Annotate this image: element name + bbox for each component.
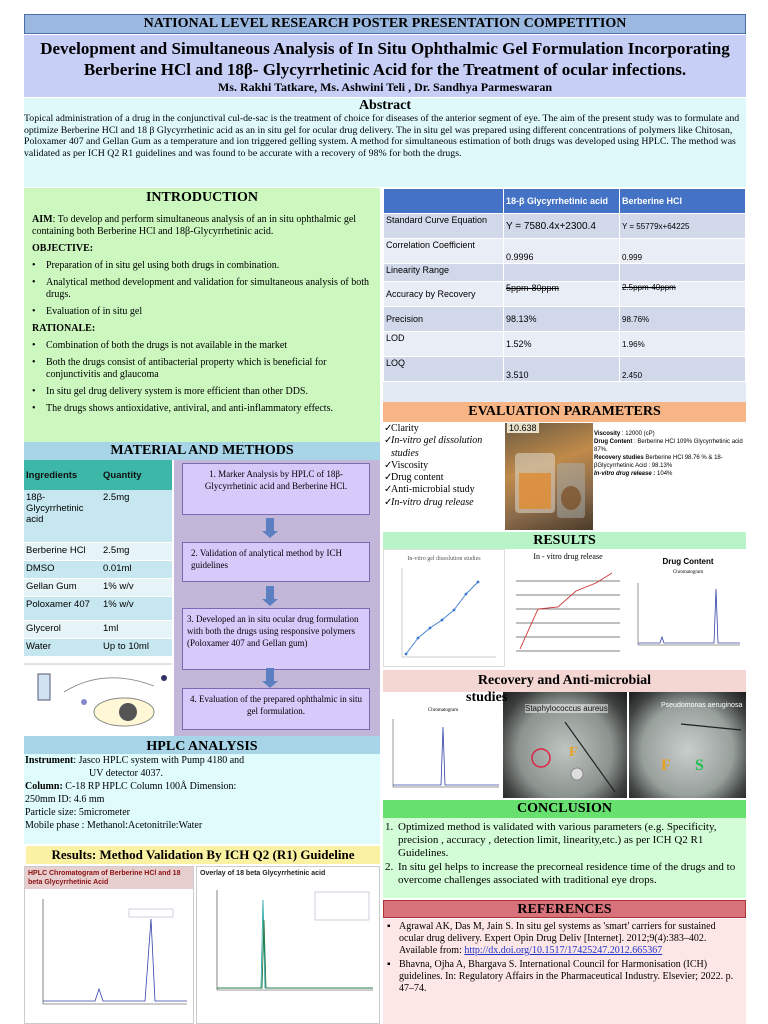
table-row xyxy=(384,307,746,332)
table-cell: 3.510 xyxy=(504,357,620,382)
list-item: • Combination of both the drugs is not available in the market xyxy=(32,340,372,352)
table-row xyxy=(384,239,746,264)
list-item: ✓ Drug content xyxy=(384,472,444,484)
table-cell: 5ppm-80ppm xyxy=(504,282,620,307)
drug-content-label: Drug Content xyxy=(594,439,633,445)
list-item: 2. In situ gel helps to increase the precorneal residence time of the drugs and to overcome challenges associated with traditional eye drops. xyxy=(385,861,736,886)
plate-1-illustration xyxy=(503,692,627,798)
reference-text: Bhavna, Ojha A, Bhargava S. International Council for Harmonisation (ICH) guidelines. In: Regulatory Affairs in the Pharmaceutical Industry. Elsevier; 2022. p. 47–74. xyxy=(399,959,734,994)
instrument-value-2: UV detector 4037. xyxy=(89,768,163,779)
competition-banner: NATIONAL LEVEL RESEARCH POSTER PRESENTATION COMPETITION xyxy=(24,14,746,34)
table-cell xyxy=(504,264,620,282)
table-row xyxy=(384,332,746,357)
drug-content-value: : Berberine HCl 109% Glycyrrhetinic acid 87%. xyxy=(594,439,743,453)
table-cell: DMSO xyxy=(24,560,101,578)
rationale-label: RATIONALE xyxy=(32,323,92,334)
viscosity-label: Viscosity xyxy=(594,431,621,437)
gelation-illustration xyxy=(24,662,172,736)
table-cell: 18β-Glycyrrhetinic acid xyxy=(24,490,101,542)
checkmark-icon: ✓ xyxy=(384,459,393,471)
plate-label: Staphylococcus aureus xyxy=(525,704,608,713)
mobile-phase: Mobile phase : Methanol:Acetonitrile:Water xyxy=(25,820,203,831)
dissolution-chart xyxy=(383,549,505,667)
list-item: • In situ gel drug delivery system is more efficient than other DDS. xyxy=(32,386,372,398)
table-row xyxy=(24,560,172,578)
column-value: C-18 RP HPLC Column 100Å Dimension: xyxy=(62,781,237,792)
list-item: ✓ Clarity xyxy=(384,423,419,434)
recovery-heading xyxy=(383,670,746,692)
flow-step-2: 2. Validation of analytical method by ICH guidelines xyxy=(182,542,370,582)
table-row xyxy=(24,490,172,542)
gel-sample-photo xyxy=(505,423,593,530)
table-cell: 98.76% xyxy=(620,307,746,332)
table-row xyxy=(24,542,172,560)
table-cell: 0.9996 xyxy=(504,239,620,264)
chart-title: HPLC Chromatogram of Berberine HCl and 18 beta Glycyrrhetinic Acid xyxy=(25,867,193,889)
reference-item xyxy=(387,921,742,957)
evaluation-summary xyxy=(594,430,746,500)
table-row xyxy=(384,282,746,307)
table-cell: 2.5ppm-40ppm xyxy=(620,282,746,307)
flow-step-4: 4. Evaluation of the prepared ophthalmic in situ gel formulation. xyxy=(182,688,370,730)
down-arrow-icon xyxy=(266,668,274,682)
table-cell: Correlation Coefficient xyxy=(384,239,504,264)
table-row xyxy=(24,578,172,596)
gelation-diagram xyxy=(24,662,172,736)
table-cell: 1% w/v xyxy=(101,578,172,596)
overlay-plot xyxy=(197,880,379,1020)
checkmark-icon: ✓ xyxy=(384,496,393,508)
title-block xyxy=(24,35,746,97)
list-item: • Both the drugs consist of antibacterial property which is beneficial for conjunctivitis and glaucoma xyxy=(32,357,372,381)
column-dimension: 250mm ID: 4.6 mm xyxy=(25,794,105,805)
checkmark-icon: ✓ xyxy=(384,472,393,484)
table-cell: 1% w/v xyxy=(101,596,172,620)
plate-label: Pseudomonas aeruginosa xyxy=(661,702,743,709)
overlay-chromatogram-chart xyxy=(196,866,380,1024)
abstract-heading: Abstract xyxy=(358,98,412,113)
table-cell: Linearity Range xyxy=(384,264,504,282)
checkmark-icon: ✓ xyxy=(384,484,393,496)
rationale-list xyxy=(32,340,372,415)
table-cell: Water xyxy=(24,638,101,656)
table-cell: 2.450 xyxy=(620,357,746,382)
svg-text:F: F xyxy=(569,745,578,760)
down-arrow-icon xyxy=(266,586,274,600)
table-cell: 2.5mg xyxy=(101,490,172,542)
table-cell: Accuracy by Recovery xyxy=(384,282,504,307)
aim-paragraph xyxy=(32,214,372,238)
viscosity-value: : 12000 (cP) xyxy=(621,431,655,437)
references-section xyxy=(383,919,746,1024)
chart-subtitle: Chromatogram xyxy=(672,570,704,575)
checkmark-icon: ✓ xyxy=(384,423,393,434)
ingredients-header: Ingredients xyxy=(24,460,101,490)
table-cell: 1ml xyxy=(101,620,172,638)
list-item: ✓ In-vitro gel dissolution studies xyxy=(384,435,483,459)
objective-paragraph: OBJECTIVE: xyxy=(32,243,94,254)
hplc-section xyxy=(24,754,380,844)
list-item: 1. Optimized method is validated with various parameters (e.g. Specificity, precision , accuracy , detection limit, linearity,etc.) as per ICH Q2 R1 Guidelines. xyxy=(385,821,717,859)
f-marker: F xyxy=(661,757,671,774)
rationale-paragraph: RATIONALE: xyxy=(32,323,96,334)
beaker-illustration xyxy=(505,423,593,530)
chromatogram-plot xyxy=(25,889,193,1023)
aim-label: AIM xyxy=(32,214,53,225)
list-item: • The drugs shows antioxidative, antiviral, and anti-inflammatory effects. xyxy=(32,403,372,415)
method-validation-heading: Results: Method Validation By ICH Q2 (R1) Guideline xyxy=(26,846,380,864)
flow-step-1: 1. Marker Analysis by HPLC of 18β-Glycyrrhetinic acid and Berberine HCl. xyxy=(182,463,370,515)
table-cell: 0.999 xyxy=(620,239,746,264)
chart-title: In-vitro gel dissolution studies xyxy=(407,556,481,562)
flow-step-3: 3. Developed an in situ ocular drug formulation with both the drugs using responsive polymers (Poloxamer 407 and Gellan gum) xyxy=(182,608,370,670)
list-item: • Evaluation of in situ gel xyxy=(32,306,372,318)
drug-release-plot xyxy=(508,561,628,661)
plate-2-illustration xyxy=(629,692,746,798)
chart-subtitle: Chromatogram xyxy=(427,708,459,713)
chart-title: Drug Content xyxy=(662,557,714,566)
table-cell: Gellan Gum xyxy=(24,578,101,596)
abstract-section xyxy=(24,98,746,187)
table-cell: LOD xyxy=(384,332,504,357)
validation-table xyxy=(383,188,746,402)
title-line-2: Berberine HCl and 18β- Glycyrrhetinic Acid for the Treatment of ocular infections. xyxy=(83,60,687,79)
list-item: • Analytical method development and validation for simultaneous analysis of both drugs. xyxy=(32,277,372,301)
table-cell: Up to 10ml xyxy=(101,638,172,656)
drug-release-chart xyxy=(508,549,628,667)
column-label: Column: xyxy=(25,781,63,792)
reference-link[interactable]: http://dx.doi.org/10.1517/17425247.2012.665367 xyxy=(464,945,663,956)
chart-title: Overlay of 18 beta Glycyrrhetinic acid xyxy=(197,867,379,880)
authors: Ms. Rakhi Tatkare, Ms. Ashwini Teli , Dr. Sandhya Parmeswaran xyxy=(217,80,553,94)
instrument-value: : Jasco HPLC system with Pump 4180 and xyxy=(73,755,245,766)
table-cell: Poloxamer 407 xyxy=(24,596,101,620)
table-row xyxy=(384,214,746,239)
title-line-1: Development and Simultaneous Analysis of In Situ Ophthalmic Gel Formulation Incorporating xyxy=(40,39,730,58)
reference-text: Agrawal AK, Das M, Jain S. In situ gel systems as 'smart' carriers for sustained ocular drug delivery. Expert Opin Drug Deliv [Internet]. 2012;9(4):383–402. Available from: xyxy=(399,921,716,956)
table-row xyxy=(24,638,172,656)
recovery-label: Recovery studies xyxy=(594,455,644,461)
table-cell: 0.01ml xyxy=(101,560,172,578)
table-cell: Precision xyxy=(384,307,504,332)
table-cell: Standard Curve Equation xyxy=(384,214,504,239)
conclusion-heading: CONCLUSION xyxy=(383,800,746,818)
results-heading: RESULTS xyxy=(383,532,746,549)
dissolution-plot xyxy=(384,562,504,666)
recovery-chromatogram xyxy=(383,692,503,798)
poster-title xyxy=(24,35,746,80)
list-item: ✓ Viscosity xyxy=(384,459,429,471)
pseudomonas-plate-photo xyxy=(629,692,746,798)
table-cell: Berberine HCl xyxy=(24,542,101,560)
release-value: 104% xyxy=(657,471,673,477)
drug-content-plot xyxy=(630,575,746,655)
checkmark-icon: ✓ xyxy=(384,435,393,447)
table-cell: 1.96% xyxy=(620,332,746,357)
drug-content-chart xyxy=(630,549,746,667)
recovery-plot xyxy=(383,713,503,797)
list-item: • Preparation of in situ gel using both drugs in combination. xyxy=(32,260,372,272)
materials-heading: MATERIAL AND METHODS xyxy=(24,442,380,460)
photo-label: 10.638 xyxy=(509,423,537,433)
table-row xyxy=(384,357,746,382)
staphylococcus-plate-photo xyxy=(503,692,627,798)
chart-title: In - vitro drug release xyxy=(533,552,603,561)
objective-label: OBJECTIVE xyxy=(32,243,90,254)
down-arrow-icon xyxy=(266,518,274,532)
table-cell: 98.13% xyxy=(504,307,620,332)
evaluation-list xyxy=(383,423,505,530)
table-cell: 1.52% xyxy=(504,332,620,357)
particle-size: Particle size: 5micrometer xyxy=(25,807,130,818)
list-item: ✓ In-vitro drug release xyxy=(384,496,474,508)
table-cell: LOQ xyxy=(384,357,504,382)
quantity-header: Quantity xyxy=(101,460,172,490)
evaluation-heading: EVALUATION PARAMETERS xyxy=(383,402,746,422)
table-header-berberine: Berberine HCl xyxy=(620,189,746,214)
s-marker: S xyxy=(695,757,704,774)
reference-item xyxy=(387,959,742,995)
abstract-text: Topical administration of a drug in the conjunctival cul-de-sac is the treatment of choice for diseases of the anterior segment of eye. The aim of the present study was to formulate and optimize Berberine HCl and 18 β Glycyrrhetinic acid as an in situ gel for ocular drug delivery. The in situ gel was prepared using different concentrations of polymers like Chitosan, Poloxamer 407 and Gellan Gum as a temperature and ion triggered gelling system. A method for simultaneous estimation of both drugs was developed using HPLC. The method was validated as per ICH Q2 R1 guidelines and was found to be accurate with a recovery of 98% for both the drugs. xyxy=(24,113,740,159)
table-row xyxy=(384,264,746,282)
recovery-heading-line-1: Recovery and Anti-microbial xyxy=(477,673,652,688)
table-row xyxy=(24,596,172,620)
table-cell: 2.5mg xyxy=(101,542,172,560)
objective-list xyxy=(32,260,372,318)
aim-text: : To develop and perform simultaneous analysis of an in situ ophthalmic gel containing both Berberine HCl and 18β-Glycyrrhetinic acid. xyxy=(32,214,357,237)
table-row xyxy=(24,620,172,638)
ingredients-table xyxy=(24,460,172,662)
table-header-glycyrrhetinic: 18-β Glycyrrhetinic acid xyxy=(504,189,620,214)
list-item: ✓ Anti-microbial study xyxy=(384,484,475,496)
recovery-heading-line-2: studies xyxy=(466,690,508,705)
release-label: In-vitro drug release : xyxy=(594,471,656,477)
conclusion-section xyxy=(383,818,746,898)
table-cell: Glycerol xyxy=(24,620,101,638)
hplc-heading: HPLC ANALYSIS xyxy=(24,736,380,754)
references-heading: REFERENCES xyxy=(383,900,746,918)
table-cell: Y = 7580.4x+2300.4 xyxy=(504,214,620,239)
instrument-label: Instrument xyxy=(25,755,74,766)
table-header-blank xyxy=(384,189,504,214)
introduction-heading: INTRODUCTION xyxy=(145,190,258,205)
table-cell xyxy=(620,264,746,282)
hplc-chromatogram-chart xyxy=(24,866,194,1024)
introduction-section xyxy=(24,188,380,442)
recovery-value: Berberine HCl 98.76 % & 18-βGlycyrrhetinic Acid : 98.13% xyxy=(594,455,723,469)
table-cell: Y = 55779x+64225 xyxy=(620,214,746,239)
